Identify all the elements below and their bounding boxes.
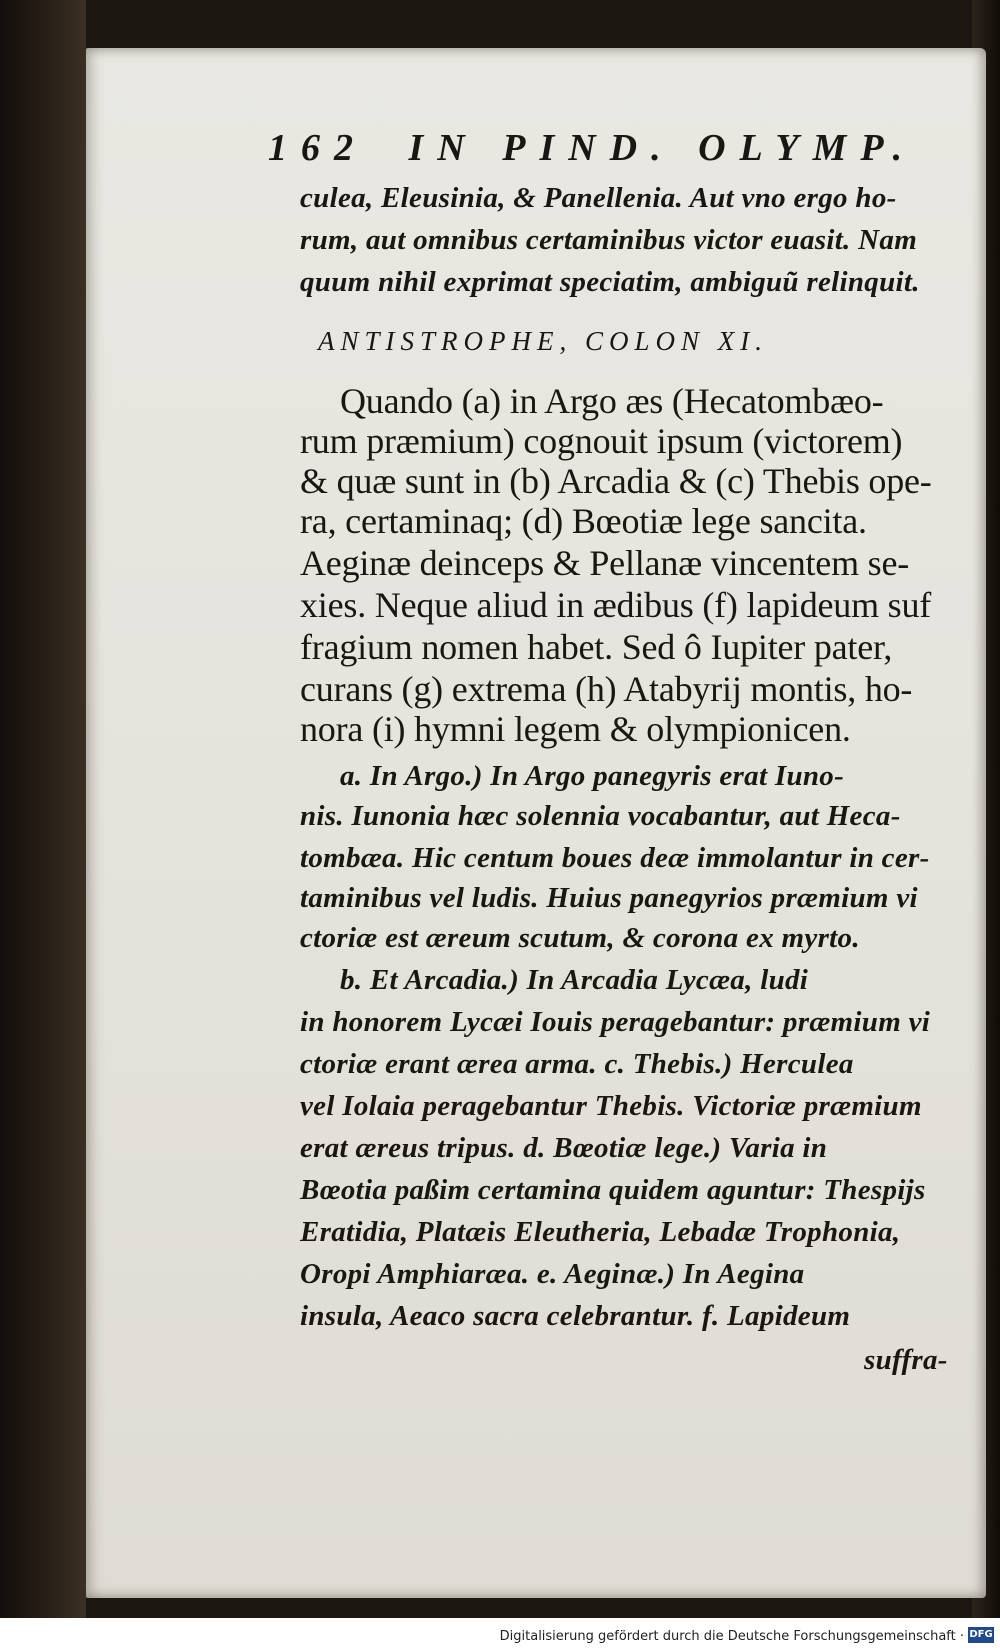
footer-bar	[0, 1618, 1000, 1650]
commentary-line: insula, Aeaco sacra celebrantur. f. Lapideum	[300, 1300, 851, 1332]
running-title: IN PIND. OLYMP.	[408, 127, 917, 169]
commentary-line: b. Et Arcadia.) In Arcadia Lycæa, ludi	[340, 964, 809, 996]
commentary-line: tombæa. Hic centum boues deæ immolantur in cer-	[300, 842, 930, 874]
commentary-line: taminibus vel ludis. Huius panegyrios præmium vi	[300, 882, 918, 914]
translation-line: Quando (a) in Argo æs (Hecatombæo-	[340, 381, 884, 421]
translation-line: rum præmium) cognouit ipsum (victorem)	[300, 421, 903, 461]
commentary-line: Oropi Amphiaræa. e. Aeginæ.) In Aegina	[300, 1258, 805, 1290]
commentary-line: Eratidia, Platæis Eleutheria, Lebadæ Trophonia,	[300, 1216, 901, 1248]
translation-line: fragium nomen habet. Sed ô Iupiter pater,	[300, 627, 893, 667]
translation-line: & quæ sunt in (b) Arcadia & (c) Thebis ope-	[300, 461, 932, 501]
running-header	[268, 126, 916, 170]
commentary-line: vel Iolaia peragebantur Thebis. Victoriæ præmium	[300, 1090, 922, 1122]
translation-line: nora (i) hymni legem & olympionicen.	[300, 709, 851, 749]
intro-line: rum, aut omnibus certaminibus victor euasit. Nam	[300, 224, 918, 256]
dfg-logo: DFG	[968, 1627, 994, 1643]
intro-line: culea, Eleusinia, & Panellenia. Aut vno ergo ho-	[300, 182, 897, 214]
translation-line: ra, certaminaq; (d) Bœotiæ lege sancita.	[300, 501, 867, 541]
commentary-line: erat æreus tripus. d. Bœotiæ lege.) Varia in	[300, 1132, 828, 1164]
intro-line: quum nihil exprimat speciatim, ambiguũ relinquit.	[300, 266, 920, 298]
book-gutter-shadow	[0, 0, 86, 1650]
page-number: 162	[268, 127, 367, 169]
commentary-line: ctoriæ est æreum scutum, & corona ex myrto.	[300, 922, 860, 954]
section-heading: ANTISTROPHE, COLON XI.	[318, 326, 769, 356]
translation-line: curans (g) extrema (h) Atabyrij montis, ho-	[300, 669, 913, 709]
digitization-credit: Digitalisierung gefördert durch die Deutsche Forschungsgemeinschaft ·	[499, 1629, 964, 1644]
translation-line: Aeginæ deinceps & Pellanæ vincentem se-	[300, 543, 910, 583]
commentary-line: in honorem Lycæi Iouis peragebantur: præmium vi	[300, 1006, 931, 1038]
commentary-line: ctoriæ erant ærea arma. c. Thebis.) Herculea	[300, 1048, 854, 1080]
commentary-line: nis. Iunonia hæc solennia vocabantur, aut Heca-	[300, 800, 901, 832]
commentary-line: Bœotia paßim certamina quidem aguntur: Thespijs	[300, 1174, 926, 1206]
catchword: suffra-	[864, 1344, 948, 1376]
translation-line: xies. Neque aliud in ædibus (f) lapideum suf	[300, 585, 932, 625]
commentary-line: a. In Argo.) In Argo panegyris erat Iuno-	[340, 760, 845, 792]
